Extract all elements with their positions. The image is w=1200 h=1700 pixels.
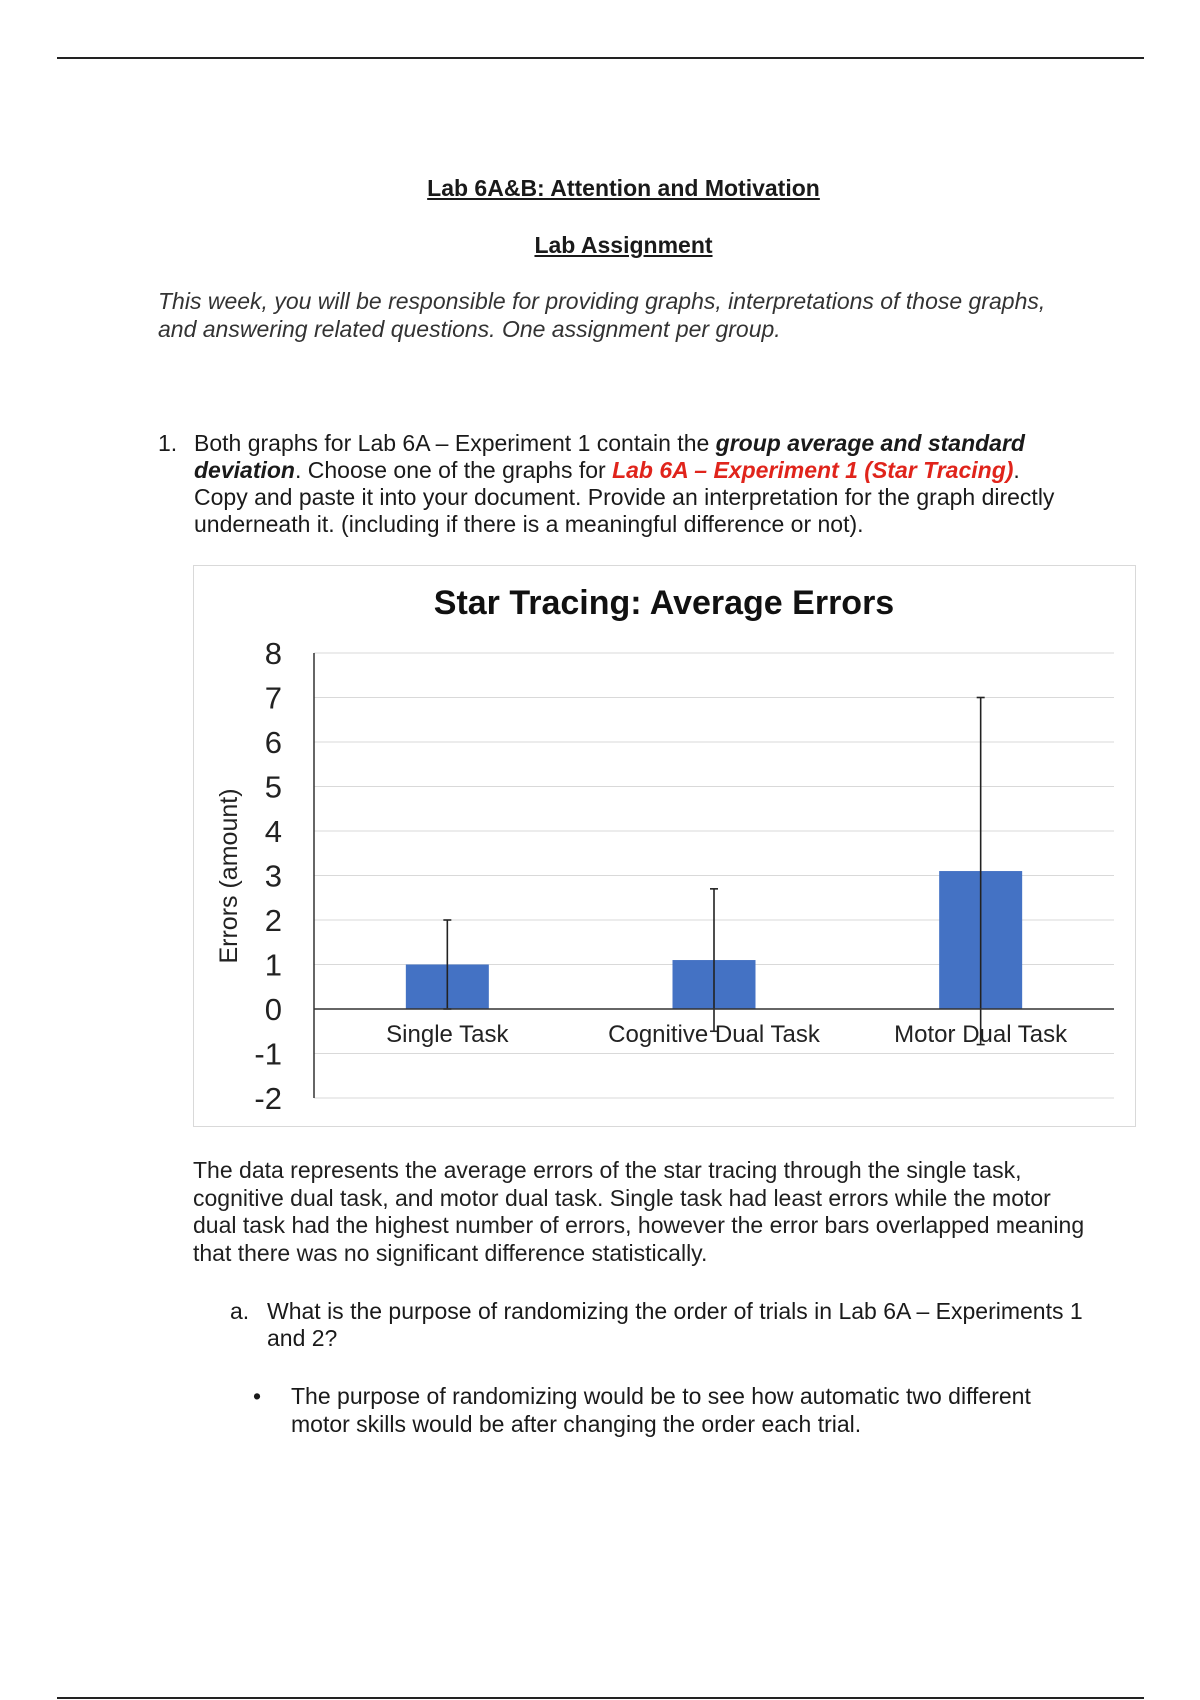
chart-category-labels xyxy=(386,1021,1068,1048)
chart-title: Star Tracing: Average Errors xyxy=(433,584,895,622)
y-tick-label: -1 xyxy=(254,1036,282,1072)
document-subtitle: Lab Assignment xyxy=(534,232,713,258)
y-tick-label: 1 xyxy=(264,947,282,983)
chart-svg xyxy=(194,566,1135,1126)
question-1-part3: . Copy and paste it into your document. Provide an interpretation for the graph directly underneath it. (including if there is a meaningful difference or not). xyxy=(194,457,1055,537)
question-1-emphasis: group average and standard deviation xyxy=(194,430,1025,483)
bullet-point: • xyxy=(253,1383,262,1409)
y-tick-label: 6 xyxy=(264,725,282,760)
y-tick-label: 4 xyxy=(264,814,282,849)
y-tick-label: 3 xyxy=(264,858,282,894)
question-a-text: What is the purpose of randomizing the order of trials in Lab 6A – Experiments 1 and 2? xyxy=(267,1298,1083,1351)
question-1-number: 1. xyxy=(158,430,178,456)
question-1-part1: Both graphs for Lab 6A – Experiment 1 contain the xyxy=(194,430,716,456)
document-title: Lab 6A&B: Attention and Motivation xyxy=(427,175,820,201)
star-tracing-chart xyxy=(193,565,1136,1127)
category-label: Single Task xyxy=(386,1021,509,1048)
graph-interpretation: The data represents the average errors of the star tracing through the single task, cognitive dual task, and motor dual task. Single task had least errors while the motor dual task had the highest number of errors, however the error bars overlapped meaning that there was no significant difference statistically. xyxy=(193,1157,1085,1266)
question-a-number: a. xyxy=(230,1298,250,1324)
chart-y-tick-labels xyxy=(254,636,282,1116)
bottom-rule xyxy=(57,1697,1144,1699)
category-label: Motor Dual Task xyxy=(894,1021,1068,1048)
question-1-text xyxy=(194,430,1078,538)
question-a xyxy=(230,1298,1090,1352)
question-1-part2: . Choose one of the graphs for xyxy=(294,457,613,483)
y-tick-label: 0 xyxy=(264,992,282,1027)
y-tick-label: 7 xyxy=(264,680,282,716)
answer-a xyxy=(253,1382,1093,1438)
answer-a-text: The purpose of randomizing would be to see how automatic two different motor skills would be after changing the order each trial. xyxy=(291,1383,1031,1437)
category-label: Cognitive Dual Task xyxy=(608,1021,820,1048)
y-tick-label: -2 xyxy=(254,1081,282,1116)
top-rule xyxy=(57,57,1144,59)
question-1 xyxy=(158,430,1078,538)
y-tick-label: 5 xyxy=(264,769,282,805)
intro-paragraph: This week, you will be responsible for providing graphs, interpretations of those graphs, and answering related questions. One assignment per group. xyxy=(158,288,1046,342)
question-1-highlight: Lab 6A – Experiment 1 (Star Tracing) xyxy=(612,457,1014,483)
chart-y-axis-label: Errors (amount) xyxy=(215,788,243,964)
y-tick-label: 8 xyxy=(264,636,282,671)
y-tick-label: 2 xyxy=(264,903,282,938)
chart-error-bars xyxy=(443,698,984,1045)
